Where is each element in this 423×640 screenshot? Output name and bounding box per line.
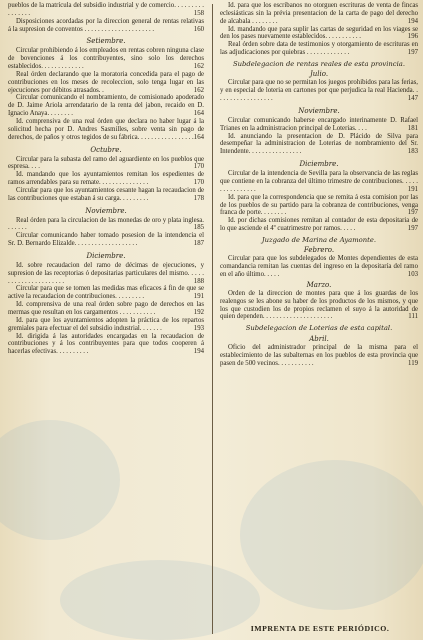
section-heading-diciembre: Diciembre. [299,160,339,169]
index-entry [220,41,418,57]
index-entry [8,18,204,34]
entry-text: Oficio del administrador principal de la misma para el establecimiento de las subalternas en los pueblos de esta provincia que pasen de 500 vecinos. . . . . . . . . . . [220,343,418,367]
page-number: 197 [407,225,418,233]
entry-text: Circular de la intendencia de Sevilla para la observancia de las reglas que contiene en la cobranza del último trimestre de contribuciones. . . . . . . . . . . . . . . . [220,170,418,193]
page-number: 192 [193,309,204,316]
index-entry [220,255,418,279]
page-number: 164 [193,110,204,118]
entry-text: Circular prohibiendo á los empleados en rentas cobren ninguna clase de bovenciones á los contribuyentes, sino solo los derechos establecidos. . . . . . . . . . . . . [8,47,204,71]
entry-text: Id. para que la correspondencia que se remita á esta comision por las de los pueblos de su partido para la cobranza de contribuciones, venga franca de porte. . . . . . . . [220,193,418,217]
index-entry [220,290,418,321]
index-entry [8,47,204,71]
water-stain [0,420,120,540]
entry-text: Circular para la subasta del ramo del aguardiente en los pueblos que espresa. . . . [8,155,204,171]
page-number: 178 [193,194,204,202]
water-stain [240,460,423,610]
section-heading-diciembre: Diciembre. [86,251,126,260]
entry-text: Disposiciones acordadas por la direccion general de rentas relativas á la supresion de conventos . . . . . . . . . . . . . . . . . . . . . [8,17,204,33]
index-entry [220,217,418,233]
page-number: 188 [193,277,204,285]
section-heading-subdelegacion-rentas: Subdelegacion de rentas reales de esta provincia. [232,59,406,68]
entry-text: Circular comunicando el nombramiento, de comisionado apoderado de D. Jaime Ariola arrendatario de la renta del jabon, recaido en D. Ignacio Anaya. . . . . . . . [8,94,204,118]
page-number: 160 [193,25,204,33]
entry-text: Id. por dichas comisiones remitan al contador de esta depositaria de lo que asciende el 4º cuatrimestre por ramos. . . . . [220,217,418,233]
index-entry [8,2,204,18]
page-number: 191 [193,293,204,301]
page-number: 164 [193,133,204,141]
page-number: 183 [407,148,418,156]
page-number: 147 [407,95,418,103]
page-number: 193 [193,324,204,332]
entry-text: Id. mandando que los ayuntamientos remitan los espedientes de ramos arrendables para su remate. . . . . . . . . . . . . . . [8,171,204,187]
page-number: 170 [193,163,204,171]
index-entry [8,262,204,286]
page-number: 103 [407,271,418,279]
page-number: 191 [407,185,418,193]
entry-text: Real órden para la circulacion de las monedas de oro y plata inglesa. . . . . . . [8,216,204,232]
index-entry [8,118,204,142]
section-heading-octubre: Octubre. [90,145,122,154]
page-number: 119 [408,359,418,367]
page-number: 197 [407,49,418,57]
index-entry [8,232,204,248]
entry-text: Orden de la direccion de montes para que á los guardas de los realengos se les abone su haber de los productos de los mismos, y que los que custodien los de propios reclamen el suyo á la autoridad de quien dependen. . . . . . . . . . . . . . . . . . . . . [220,289,418,321]
entry-text: Id. comprensiva de una real órden que declara no haber lugar á la solicitud hecha por D. Andres Sasmilles, sobre venta sin pago de derechos, de paños y otros tegidos de su fábrica. . . . . . . . . . . . . . . . . [8,117,204,141]
index-entry [8,333,204,357]
entry-text: Circular comunicando haberse encargado interinamente D. Rafael Trianes en la administracion principal de Loterias. . . . [220,116,418,132]
entry-text: Real órden declarando que la moratoria concedida para el pago de contribuciones en los meses de recoleccion, solo tenga lugar en las ejecuciones por débitos atrasados. . [8,70,204,94]
page-number: 197 [407,209,418,217]
entry-text: Circular para que los ayuntamientos cesante hagan la recaudacion de las contribuciones que estaban á su carga. . . . . . . . . [8,186,204,202]
entry-text: Real órden sobre data de testimonios y otorgamiento de escrituras en las adjudicaciones por quiebras . . . . . . . . . . . . . [220,41,418,57]
entry-text: Id. anunciando la presentacion de D. Plácido de Silva para desempeñar la administracion de Loterias de nombramiento del Sr. Intendente. . . . . . . . . . . . . . . . [220,132,418,156]
page-number: 158 [193,9,204,17]
section-heading-noviembre: Noviembre. [85,206,127,215]
page-number: 181 [407,124,418,132]
index-entry [8,156,204,172]
page-number: 111 [408,313,418,321]
page-number: 196 [407,33,418,41]
column-divider [212,4,213,634]
right-column [220,2,418,367]
index-entry [8,285,204,301]
index-entry [220,133,418,157]
month-heading-marzo: Marzo. [306,280,332,289]
section-heading-juzgado-marina: Juzgado de Marina de Ayamonte. [261,235,377,244]
index-entry [220,26,418,42]
page-number: 194 [193,348,204,356]
page-number: 162 [193,86,204,94]
entry-text: Circular para que no se permitan los juegos prohibidos para las ferias, y en especial de loteria en cartones por que perjudica la real Hacienda. . . . . . . . . . . . . . . . . . [220,79,418,103]
index-entry [220,79,418,103]
index-entry [8,317,204,333]
index-entry [8,187,204,203]
section-heading-setiembre: Setiembre. [86,37,126,46]
page-number: 185 [193,224,204,232]
entry-text: Id. sobre recaudacion del ramo de décimas de ejecuciones, y supresion de las receptorias ó depositarias particulares del mismo. . . . . . . . . . . . . . . . . . . . . . [8,261,204,285]
section-heading-subdelegacion-loterias: Subdelegacion de Loterias de esta capital. [245,324,393,333]
entry-text: Id. mandando que para suplir las cartas de seguridad en los viages se den los pases nuevamente establecidos. . . . . . . . . . . [220,25,418,41]
imprint-line: IMPRENTA DE ESTE PERIÓDICO. [250,624,390,633]
index-entry [8,171,204,187]
left-column [8,2,204,356]
page-number: 170 [193,179,204,187]
index-entry [8,94,204,118]
entry-text: Circular comunicando haber tomado posesion de la intendencia el Sr. D. Bernardo Elizalde. . . . . . . . . . . . . . . . . . . [8,232,204,248]
entry-text: Id. para que los ayuntamientos adopten la práctica de los repartos gremiales para efectuar el del subsidio industrial. . . . . . . [8,316,204,332]
section-heading-noviembre: Noviembre. [298,106,340,115]
index-entry [8,301,204,317]
entry-text: Circular para que se tomen las medidas mas eficaces á fin de que se active la recaudacion de contribuciones. . . . . . . . . [8,285,204,301]
month-heading-febrero: Febrero. [303,246,335,255]
month-heading-julio: Julio. [309,70,329,79]
index-entry [220,117,418,133]
page-number: 162 [193,63,204,71]
entry-text: Id. dirigida á las autoridades encargadas en la recaudacion de contribuciones y á los contribuyentes para que todos cooperen á hacerlas efectivas. . . . . . . . . . [8,332,204,356]
index-entry [8,217,204,233]
index-entry [220,170,418,194]
entry-text: pueblos de la matrícula del subsidio industrial y de comercio. . . . . . . . . . . . . . . . [8,2,204,17]
page-number: 187 [193,240,204,248]
index-entry [220,344,418,368]
entry-text: Circular para que los subdelegados de Montes dependientes de esta comandancia remitan las cuentas del ingreso en la depositaría del ramo en el año último. . . . . [220,255,418,279]
entry-text: Id. para que los escribanos no otorguen escrituras de venta de fincas eclesiásticas sin la prévia presentacion de la carta de pago del derecho de alcabala . . . . . . . . [220,2,418,25]
index-entry [8,71,204,95]
entry-text: Id. comprensiva de una real órden sobre pago de derechos en las mermas que resultan en los cargamentos . . . . . . . . . . . [8,301,204,316]
index-entry [220,194,418,218]
index-entry [220,2,418,26]
month-heading-abril: Abril. [309,334,329,343]
page-number: 194 [407,17,418,25]
